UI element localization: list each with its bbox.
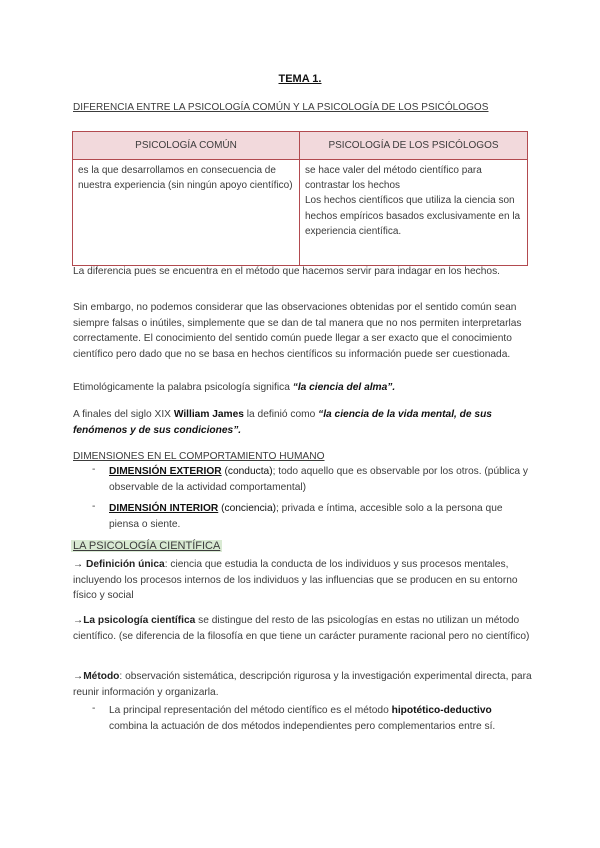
scientific-heading <box>71 540 222 552</box>
paragraph-difference: La diferencia pues se encuentra en el método que hacemos servir para indagar en los hechos. <box>73 266 501 277</box>
interior-label: DIMENSIÓN INTERIOR <box>109 503 219 514</box>
exterior-text: ; todo aquello que es observable por los otros. (pública y observable de la actividad comportamental) <box>109 466 529 493</box>
scientific-text: se distingue del resto de las psicologías en estas no utilizan un método científico. (se diferencia de la filosofía en que tiene un carácter puramente racional pero no científico) <box>73 615 530 642</box>
wj-name: William James <box>173 409 244 420</box>
paragraph-common-sense: Sin embargo, no podemos considerar que las observaciones obtenidas por el sentido común sean siempre falsas o inútiles, simplemente que se dan de tal manera que no nos permiten interpretarlas correctamente. El conocimiento del sentido común puede llegar a ser exacto que el conocimiento científico pero dado que no se basa en hechos científicos su información puede ser cuestionada. <box>73 302 522 360</box>
bullet-dash: - <box>92 501 96 512</box>
paragraph-etymology <box>73 380 533 396</box>
paragraph-definition <box>73 557 533 604</box>
paragraph-scientific <box>73 613 533 644</box>
table-header-common: PSICOLOGÍA COMÚN <box>73 132 300 160</box>
comparison-table <box>72 131 528 266</box>
exterior-tag: (conducta) <box>221 466 273 477</box>
dimensions-heading: DIMENSIONES EN EL COMPORTAMIENTO HUMANO <box>73 451 325 462</box>
interior-tag: (conciencia) <box>218 503 277 514</box>
table-cell-psych-line1: se hace valer del método científico para contrastar los hechos <box>305 165 482 192</box>
list-item-hypothetico-deductive <box>109 703 529 734</box>
table-cell-psych <box>300 160 528 266</box>
table-header-row <box>73 132 528 160</box>
table-row <box>73 160 528 266</box>
section-subtitle: DIFERENCIA ENTRE LA PSICOLOGÍA COMÚN Y LA PSICOLOGÍA DE LOS PSICÓLOGOS <box>73 102 489 113</box>
hd-bold: hipotético-deductivo <box>391 705 492 716</box>
wj-quote: “la ciencia de la vida mental, de sus fenómenos y de sus condiciones”. <box>73 409 492 436</box>
page-title: TEMA 1. <box>278 73 322 85</box>
interior-text: ; privada e íntima, accesible solo a la persona que piensa o siente. <box>109 503 503 530</box>
paragraph-william-james <box>73 407 533 438</box>
etymology-text: Etimológicamente la palabra psicología significa <box>73 382 293 393</box>
definition-label: → Definición única <box>73 559 165 570</box>
exterior-label: DIMENSIÓN EXTERIOR <box>109 466 222 477</box>
table-cell-psych-line2: Los hechos científicos que utiliza la ciencia son hechos empíricos basados exclusivamente en la experiencia científica. <box>305 195 521 237</box>
wj-text-mid: la definió como <box>243 409 319 420</box>
paragraph-method <box>73 669 533 700</box>
method-text: : observación sistemática, descripción rigurosa y la investigación experimental directa, para reunir información y organizarla. <box>73 671 532 698</box>
definition-text: : ciencia que estudia la conducta de los individuos y sus procesos mentales, incluyendo los procesos internos de los individuos y las influencias que se producen en su entorno físico y social <box>73 559 518 601</box>
bullet-dash: - <box>92 464 96 475</box>
table-cell-common: es la que desarrollamos en consecuencia de nuestra experiencia (sin ningún apoyo científico) <box>73 160 300 266</box>
table-header-psych: PSICOLOGÍA DE LOS PSICÓLOGOS <box>300 132 528 160</box>
scientific-heading-text: LA PSICOLOGÍA CIENTÍFICA <box>73 540 221 552</box>
hd-text-post: combina la actuación de dos métodos independientes pero complementarios entre sí. <box>109 720 496 732</box>
list-item-exterior <box>109 464 529 495</box>
method-label: →Método <box>73 671 120 682</box>
etymology-quote: “la ciencia del alma”. <box>292 382 396 393</box>
hd-text-pre: La principal representación del método científico es el método <box>109 705 392 716</box>
bullet-dash: - <box>92 703 96 714</box>
scientific-label: →La psicología científica <box>73 615 196 626</box>
list-item-interior <box>109 501 529 532</box>
wj-text-pre: A finales del siglo XIX <box>73 409 174 420</box>
